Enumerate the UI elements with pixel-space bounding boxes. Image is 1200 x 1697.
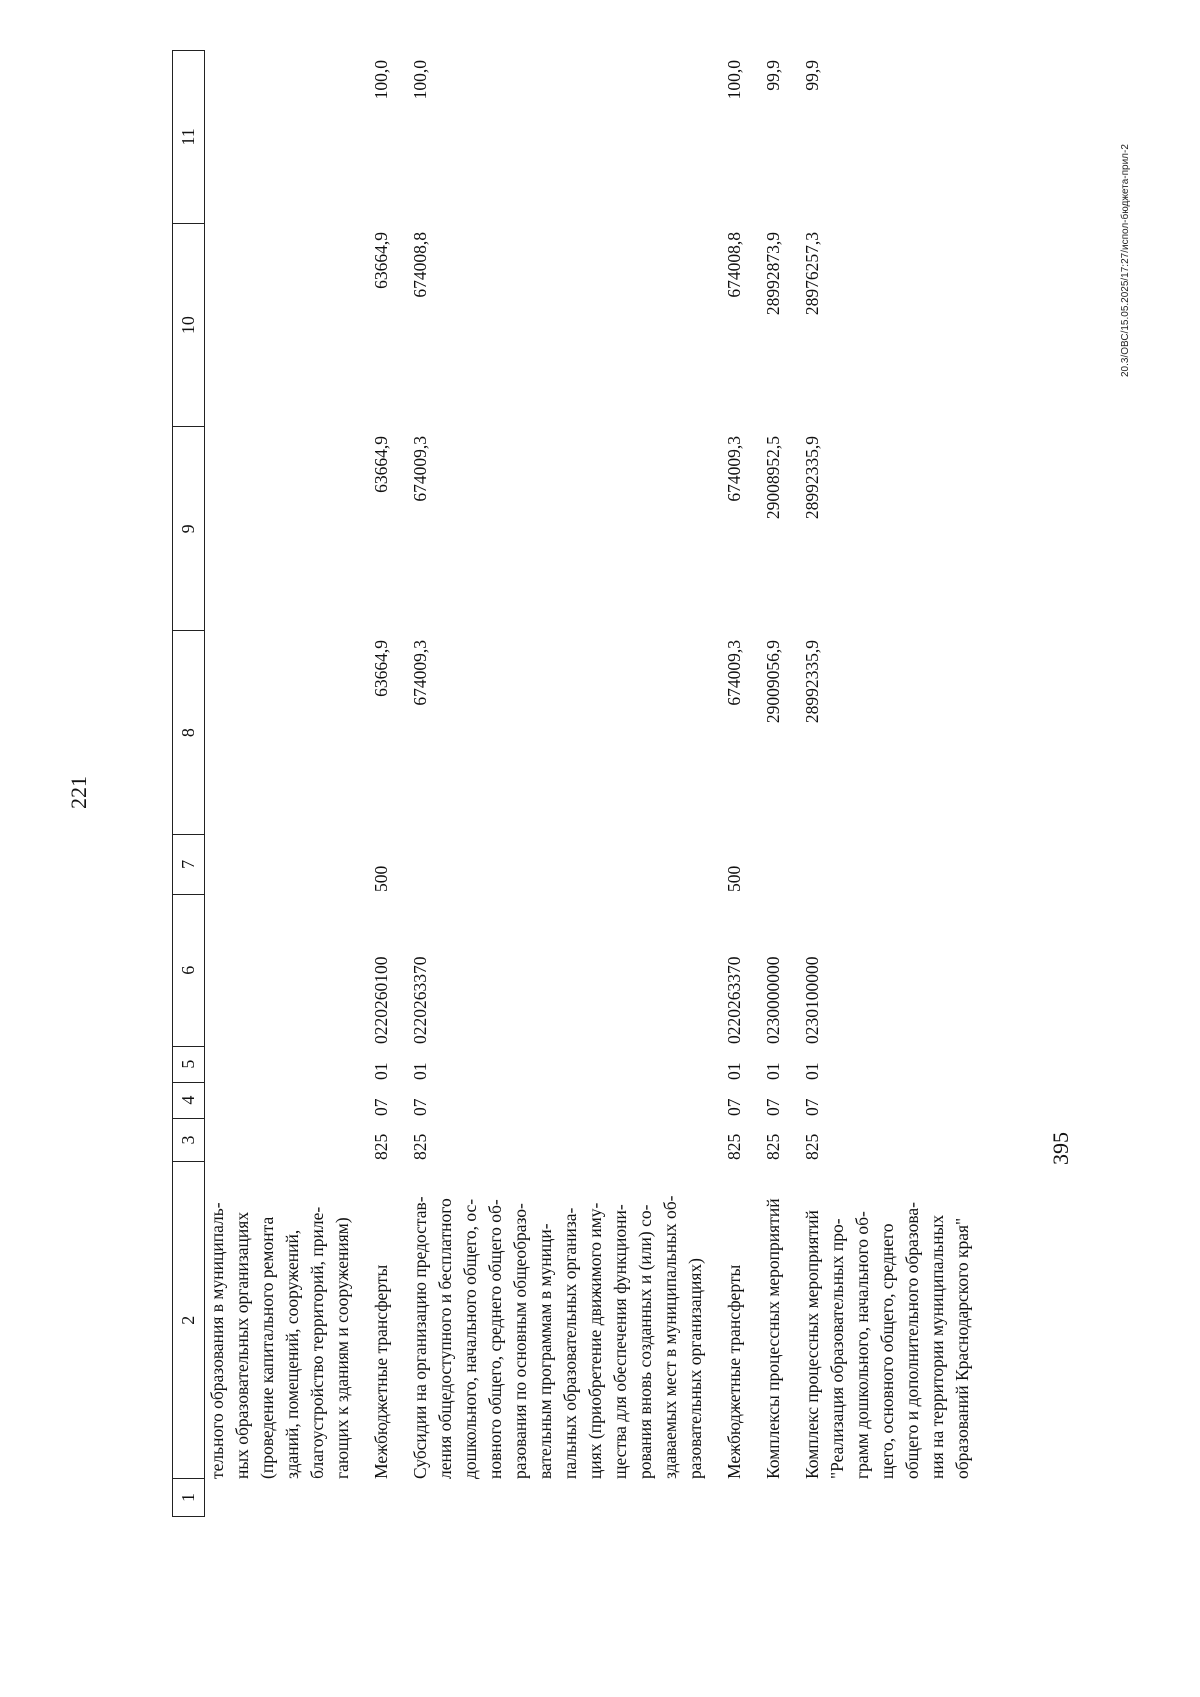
- row-value-11: 99,9: [763, 60, 783, 91]
- row-value-10: 63664,9: [371, 232, 391, 289]
- row-name: Комплексы процессных мероприятий: [763, 1198, 783, 1479]
- row-code-5: 01: [763, 1062, 783, 1080]
- row-code-7: [761, 834, 786, 894]
- row-code-4: [205, 1082, 355, 1118]
- row-value-8: [205, 630, 355, 834]
- row-value-11: 99,9: [802, 60, 822, 91]
- document-footer-code: 20.3/ОВС/15.05.2025/17:27/испол-бюджета-прил-2: [1120, 144, 1131, 377]
- row-code-3: 825: [410, 1133, 430, 1160]
- header-col-6: 6: [173, 894, 204, 1046]
- row-value-10: [205, 222, 355, 426]
- row-code-6: [205, 894, 355, 1046]
- row-code-7: [205, 834, 355, 894]
- row-code-7: [408, 834, 708, 894]
- row-code-3: 825: [371, 1133, 391, 1160]
- header-col-2: 2: [173, 1161, 204, 1478]
- row-code-7: [800, 834, 975, 894]
- row-value-8: 63664,9: [371, 640, 391, 697]
- row-code-4: 07: [802, 1098, 822, 1116]
- row-name: Межбюджетные трансферты: [724, 1264, 744, 1479]
- header-col-7: 7: [173, 834, 204, 894]
- table-row: [408, 50, 708, 1517]
- row-code-4: 07: [763, 1098, 783, 1116]
- table-row: [205, 50, 355, 1517]
- table-row: [722, 50, 747, 1517]
- row-code-5: 01: [724, 1062, 744, 1080]
- row-code-3: 825: [724, 1133, 744, 1160]
- row-code-4: 07: [410, 1098, 430, 1116]
- header-col-11: 11: [178, 128, 198, 146]
- row-value-10: 28992873,9: [763, 232, 783, 316]
- row-code-5: 01: [802, 1062, 822, 1080]
- row-value-9: 63664,9: [371, 436, 391, 493]
- row-value-10: 674008,8: [410, 232, 430, 298]
- row-value-11: 100,0: [371, 60, 391, 100]
- row-value-10: 28976257,3: [802, 232, 822, 316]
- row-code-4: 07: [724, 1098, 744, 1116]
- row-value-9: [205, 426, 355, 630]
- row-code-3: [205, 1118, 355, 1162]
- row-value-11: [205, 50, 355, 222]
- row-name: Субсидии на организацию предостав- ления общедоступного и бесплатного дошкольного, начального общего, ос- новного общего, среднего общего об- разования по основным общеобразо- вательным программам в муници- пальных образовательных организа- циях (приобретение движимого иму- щества для обеспечения функциони- рования вновь созданных и (или) со- здаваемых мест в муниципальных об- разовательных организациях): [410, 1195, 705, 1479]
- table-body: [205, 50, 975, 1517]
- row-name: Межбюджетные трансферты: [371, 1264, 391, 1479]
- header-col-9: 9: [173, 426, 204, 630]
- row-value-11: 100,0: [410, 60, 430, 100]
- row-name: тельного образования в муниципаль- ных образовательных организациях (проведение капитального ремонта зданий, помещений, сооружений, благоустройство территорий, приле- гающих к зданиям и сооружениям): [207, 1202, 352, 1479]
- row-value-8: 28992335,9: [802, 640, 822, 724]
- row-value-10: 674008,8: [724, 232, 744, 298]
- budget-table: [172, 50, 975, 1517]
- row-code-6: 0220263370: [724, 956, 744, 1044]
- row-value-11: 100,0: [724, 60, 744, 100]
- header-col-4: 4: [173, 1082, 204, 1118]
- row-code-6: 0230100000: [802, 956, 822, 1044]
- row-code-6: 0220263370: [410, 956, 430, 1044]
- table-row: [761, 50, 786, 1517]
- row-name: Комплекс процессных мероприятий "Реализация образовательных про- грамм дошкольного, начального об- щего, основного общего, среднего общего и дополнительного образова- ния на территории муниципальных образований Краснодарского края": [802, 1202, 972, 1479]
- header-col-5: 5: [173, 1046, 204, 1082]
- row-value-8: 674009,3: [724, 640, 744, 706]
- row-code-7: 500: [371, 865, 391, 892]
- row-code-3: 825: [802, 1133, 822, 1160]
- print-page-number: 395: [1048, 1132, 1073, 1165]
- header-col-10: 10: [173, 223, 204, 427]
- row-code-5: [205, 1046, 355, 1082]
- header-col-8: 8: [173, 630, 204, 834]
- table-row: [369, 50, 394, 1517]
- row-code-7: 500: [724, 865, 744, 892]
- row-value-8: 674009,3: [410, 640, 430, 706]
- page-number: 221: [66, 776, 91, 809]
- row-code-5: 01: [371, 1062, 391, 1080]
- row-value-9: 674009,3: [410, 436, 430, 502]
- row-value-9: 29008952,5: [763, 436, 783, 520]
- row-code-4: 07: [371, 1098, 391, 1116]
- header-col-3: 3: [173, 1118, 204, 1162]
- row-value-9: 674009,3: [724, 436, 744, 502]
- table-header: [172, 50, 205, 1517]
- row-code-3: 825: [763, 1133, 783, 1160]
- row-code-6: 0220260100: [371, 956, 391, 1044]
- row-code-5: 01: [410, 1062, 430, 1080]
- header-col-1: 1: [173, 1478, 204, 1516]
- row-code-6: 0230000000: [763, 956, 783, 1044]
- table-row: [800, 50, 975, 1517]
- row-value-9: 28992335,9: [802, 436, 822, 520]
- row-value-8: 29009056,9: [763, 640, 783, 724]
